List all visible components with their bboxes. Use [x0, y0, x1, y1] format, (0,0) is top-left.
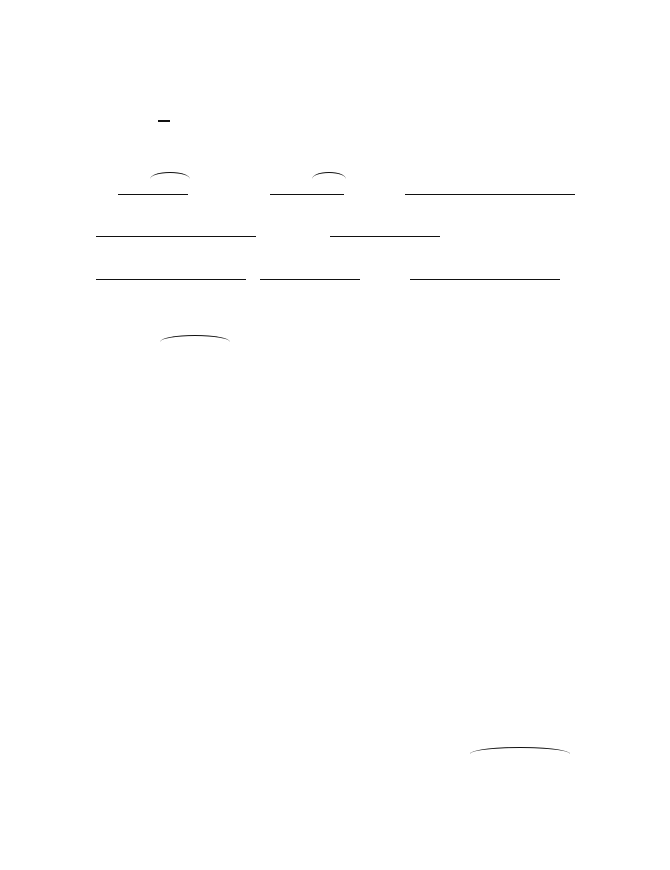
beam-line: [330, 236, 440, 237]
time-signature: [158, 119, 170, 123]
beam-line: [270, 194, 344, 195]
beam-line: [260, 279, 360, 280]
beam-line: [410, 279, 560, 280]
beam-line: [96, 236, 256, 237]
slur: [312, 172, 346, 179]
slur: [160, 335, 230, 342]
beam-line: [118, 194, 188, 195]
beam-line: [405, 194, 575, 195]
beam-line: [96, 279, 246, 280]
slur: [150, 172, 190, 179]
slur: [470, 747, 570, 754]
